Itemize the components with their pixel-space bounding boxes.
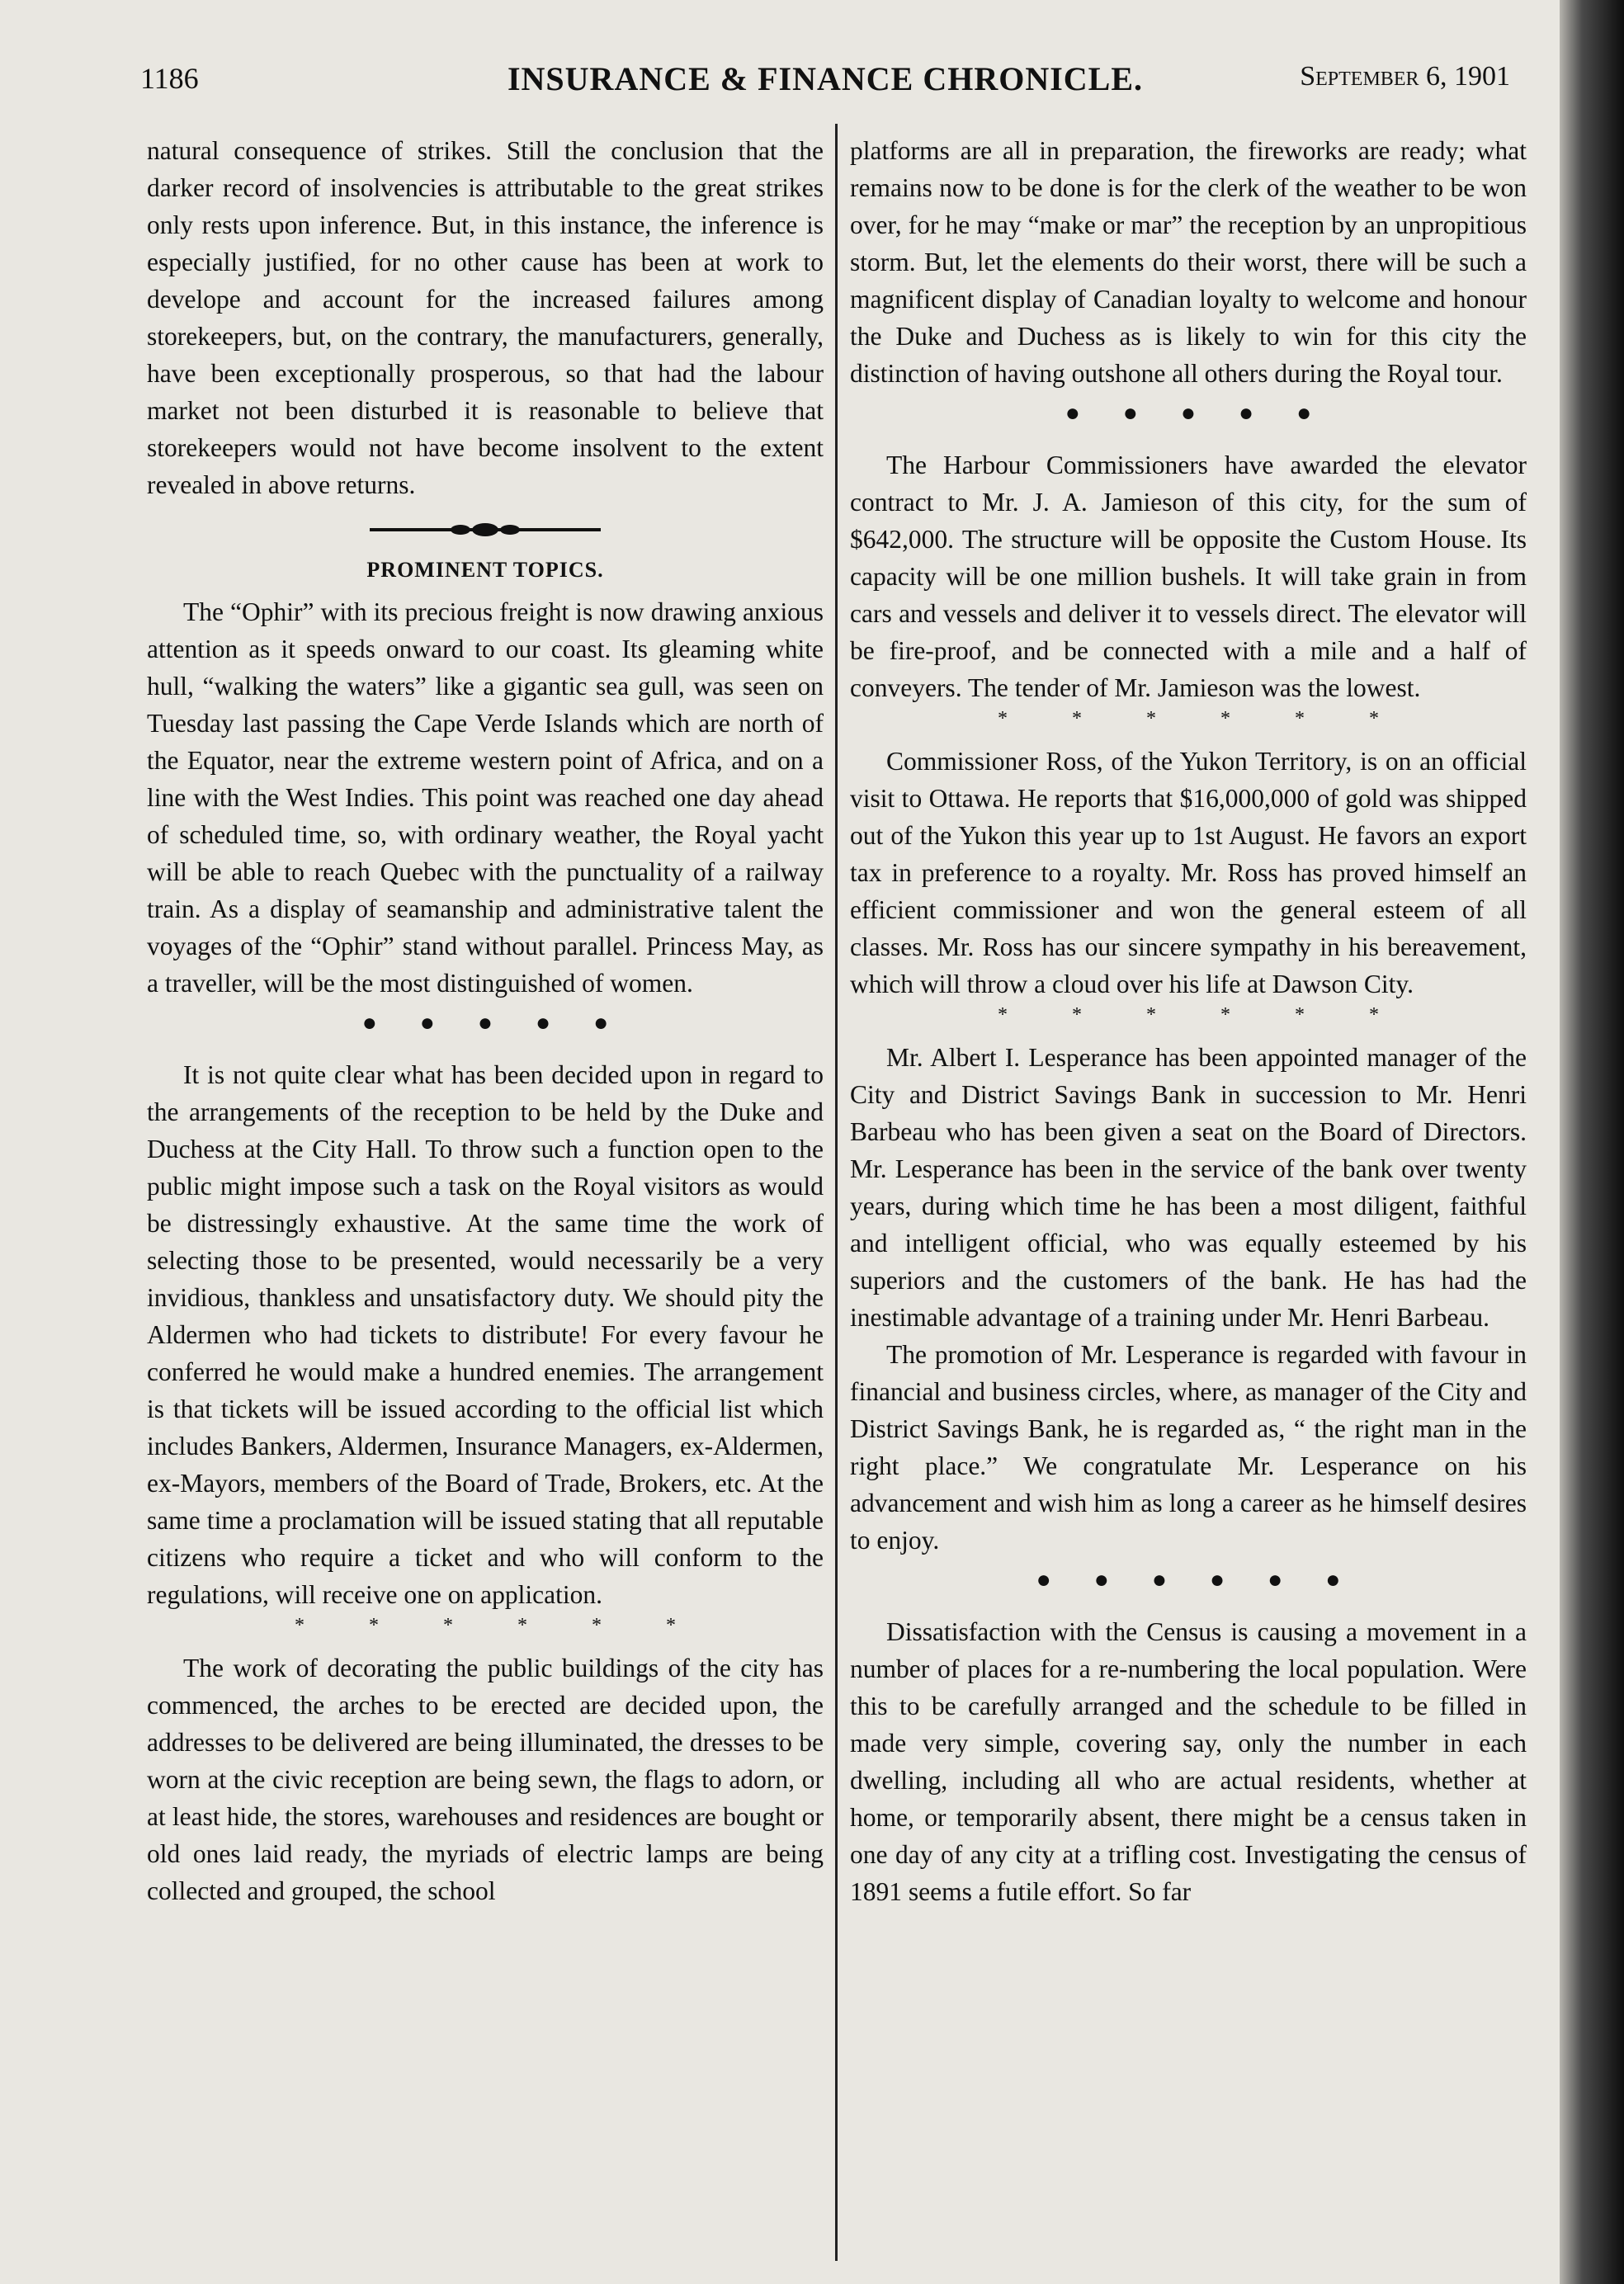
ophir-paragraph: The “Ophir” with its precious freight is now drawing anxious attention as it speeds onward to our coast. Its gleaming white hull, “walking the waters” like a gigantic sea gull, was seen on Tuesday last passing the Cape Verde Islands which are north of the Equator, near the extreme western point of Africa, and on a line with the West Indies. This point was reached one day ahead of scheduled time, so, with ordinary weather, the Royal yacht will be able to reach Quebec with the punctuality of a railway train. As a display of seamanship and administrative talent the voyages of the “Ophir” stand without parallel. Princess May, as a traveller, will be the most distinguished of women. — [147, 597, 824, 998]
bullet-separator: ●●●●● — [1065, 399, 1355, 427]
asterisk-separator: * * * * * * — [998, 1004, 1409, 1026]
asterisk-separator: * * * * * * — [998, 708, 1409, 729]
right-column — [850, 132, 1527, 1910]
yukon-paragraph: Commissioner Ross, of the Yukon Territory, is on an official visit to Ottawa. He reports that $16,000,000 of gold was shipped out of the Yukon this year up to 1st August. He favors an export tax in preference to a royalty. Mr. Ross has proved himself an efficient commissioner and won the general esteem of all classes. Mr. Ross has our sincere sympathy in his bereavement, which will throw a cloud over his life at Dawson City. — [850, 747, 1527, 998]
harbour-paragraph: The Harbour Commissioners have awarded the elevator contract to Mr. J. A. Jamieson of this city, for the sum of $642,000. The structure will be opposite the Custom House. Its capacity will be one million bushels. It will take grain in from cars and vessels and deliver it to vessels direct. The elevator will be fire-proof, and be connected with a mile and a half of conveyers. The tender of Mr. Jamieson was the lowest. — [850, 451, 1527, 702]
platforms-paragraph: platforms are all in preparation, the fireworks are ready; what remains now to be done is for the clerk of the weather to be won over, for he may “make or mar” the reception by an unpropitious storm. But, let the elements do their worst, there will be such a magnificent display of Canadian loyalty to welcome and honour the Duke and Duchess as is likely to win for this city the distinction of having outshone all others during the Royal tour. — [850, 136, 1527, 388]
lesperance-paragraph: Mr. Albert I. Lesperance has been appointed manager of the City and District Savings Bank in succession to Mr. Henri Barbeau who has been given a seat on the Board of Directors. Mr. Lesperance has been in the service of the bank over twenty years, during which time he has been a most diligent, faithful and intelligent official, who was equally esteemed by his superiors and the customers of the bank. He has had the inestimable advantage of a training under Mr. Henri Barbeau. — [850, 1043, 1527, 1332]
ornamental-rule — [370, 520, 601, 540]
promotion-paragraph: The promotion of Mr. Lesperance is regarded with favour in financial and business circles, where, as manager of the City and District Savings Bank, he is regarded as, “ the right man in the right place.” We congratulate Mr. Lesperance on his advancement and wish him as long a career as he himself desires to enjoy. — [850, 1340, 1527, 1555]
publication-title: INSURANCE & FINANCE CHRONICLE. — [507, 60, 1144, 97]
bullet-separator: ●●●●● — [361, 1009, 652, 1036]
census-paragraph: Dissatisfaction with the Census is causing a movement in a number of places for a re-numbering the local population. Were this to be carefully arranged and the schedule to be filled in made very simple, covering say, only the number in each dwelling, including all who are actual residents, whether at home, or temporarily absent, there might be a census taken in one day of any city at a trifling cost. Investigating the census of 1891 seems a futile effort. So far — [850, 1617, 1527, 1906]
page-binding-edge — [1560, 0, 1624, 2284]
bullet-separator: ●●●●●● — [1036, 1566, 1384, 1593]
issue-date: September 6, 1901 — [1300, 61, 1510, 92]
left-column — [147, 132, 824, 1909]
asterisk-separator: * * * * * * — [295, 1615, 706, 1636]
page-header — [140, 54, 1510, 104]
reception-paragraph: It is not quite clear what has been decided upon in regard to the arrangements of the reception to be held by the Duke and Duchess at the City Hall. To throw such a function open to the public might impose such a task on the Royal visitors as would be distressingly exhaustive. At the same time the work of selecting those to be presented, would necessarily be a very invidious, thankless and unsatisfactory duty. We should pity the Aldermen who had tickets to distribute! For every favour he conferred he would make a hundred enemies. The arrangement is that tickets will be issued according to the official list which includes Bankers, Aldermen, Insurance Managers, ex-Aldermen, ex-Mayors, members of the Board of Trade, Brokers, etc. At the same time a proclamation will be issued stating that all reputable citizens who require a ticket and who will conform to the regulations, will receive one on application. — [147, 1060, 824, 1609]
column-divider — [835, 124, 838, 2261]
decorating-paragraph: The work of decorating the public buildings of the city has commenced, the arches to be erected are decided upon, the addresses to be delivered are being illuminated, the dresses to be worn at the civic reception are being sewn, the flags to adorn, or at least hide, the stores, warehouses and residences are bought or old ones laid ready, the myriads of electric lamps are being collected and grouped, the school — [147, 1654, 824, 1905]
page-number: 1186 — [140, 62, 199, 95]
section-heading: PROMINENT TOPICS. — [366, 558, 604, 582]
strikes-conclusion-paragraph: natural consequence of strikes. Still the conclusion that the darker record of insolvencies is attributable to the great strikes only rests upon inference. But, in this instance, the inference is especially justified, for no other cause has been at work to develope and account for the increased failures among storekeepers, but, on the contrary, the manufacturers, generally, have been exceptionally prosperous, so that had the labour market not been disturbed it is reasonable to believe that storekeepers would not have become insolvent to the extent revealed in above returns. — [147, 136, 824, 499]
